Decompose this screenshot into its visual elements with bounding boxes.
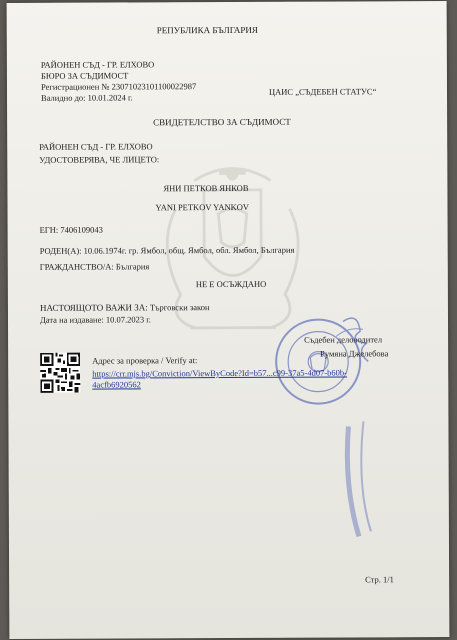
personal-id: ЕГН: 7406109043 [39,224,103,235]
bureau-name: БЮРО ЗА СЪДИМОСТ [40,70,129,81]
verify-link[interactable]: https://crr.mjs.bg/Conviction/ViewByCode?Id=b57...c99-37a5-4d07-b60b- [92,367,348,379]
qr-code [40,353,80,393]
valid-for-label: НАСТОЯЩОТО ВАЖИ ЗА: [39,302,148,313]
person-name-bg: ЯНИ ПЕТКОВ ЯНКОВ [163,182,249,194]
page-number: Стр. 1/1 [365,574,394,585]
certifies-text: УДОСТОВЕРЯВА, ЧЕ ЛИЦЕТО: [39,154,160,165]
conviction-status: НЕ Е ОСЪЖДАНО [195,278,267,290]
valid-for-value: Търговски закон [149,302,210,313]
citizenship-value: България [115,261,150,272]
republic-heading: РЕПУБЛИКА БЪЛГАРИЯ [156,24,258,36]
verify-link-continued[interactable]: 4acfb6920562 [92,379,141,390]
valid-for [40,303,210,313]
registration-number: Регистрационен № 23071023101100022987 [40,81,197,92]
citizenship-label: ГРАЖДАНСТВО/А: [39,261,114,272]
issuing-court: РАЙОНЕН СЪД - ГР. ЕЛХОВО [39,141,153,152]
stamp-impression [338,366,449,607]
system-name: ЦАИС „СЪДЕБЕН СТАТУС“ [268,86,377,97]
signatory-title: Съдебен деловодител [304,334,383,345]
certificate-title: СВИДЕТЕЛСТВО ЗА СЪДИМОСТ [153,116,291,128]
issue-date: Дата на издаване: 10.07.2023 г. [39,314,151,325]
certificate-page [7,1,450,639]
signatory-name: Румяна Джелебова [320,348,389,359]
verify-label: Адрес за проверка / Verify at: [92,355,198,366]
valid-until: Валидно до: 10.01.2024 г. [41,92,133,103]
citizenship [40,262,150,271]
court-name: РАЙОНЕН СЪД - ГР. ЕЛХОВО [40,59,155,70]
birth-info: РОДЕН(А): 10.06.1974г. гр. Ямбол, общ. Ямбол, обл. Ямбол, България [39,244,295,256]
person-name-latin: YANI PETKOV YANKOV [155,201,250,213]
